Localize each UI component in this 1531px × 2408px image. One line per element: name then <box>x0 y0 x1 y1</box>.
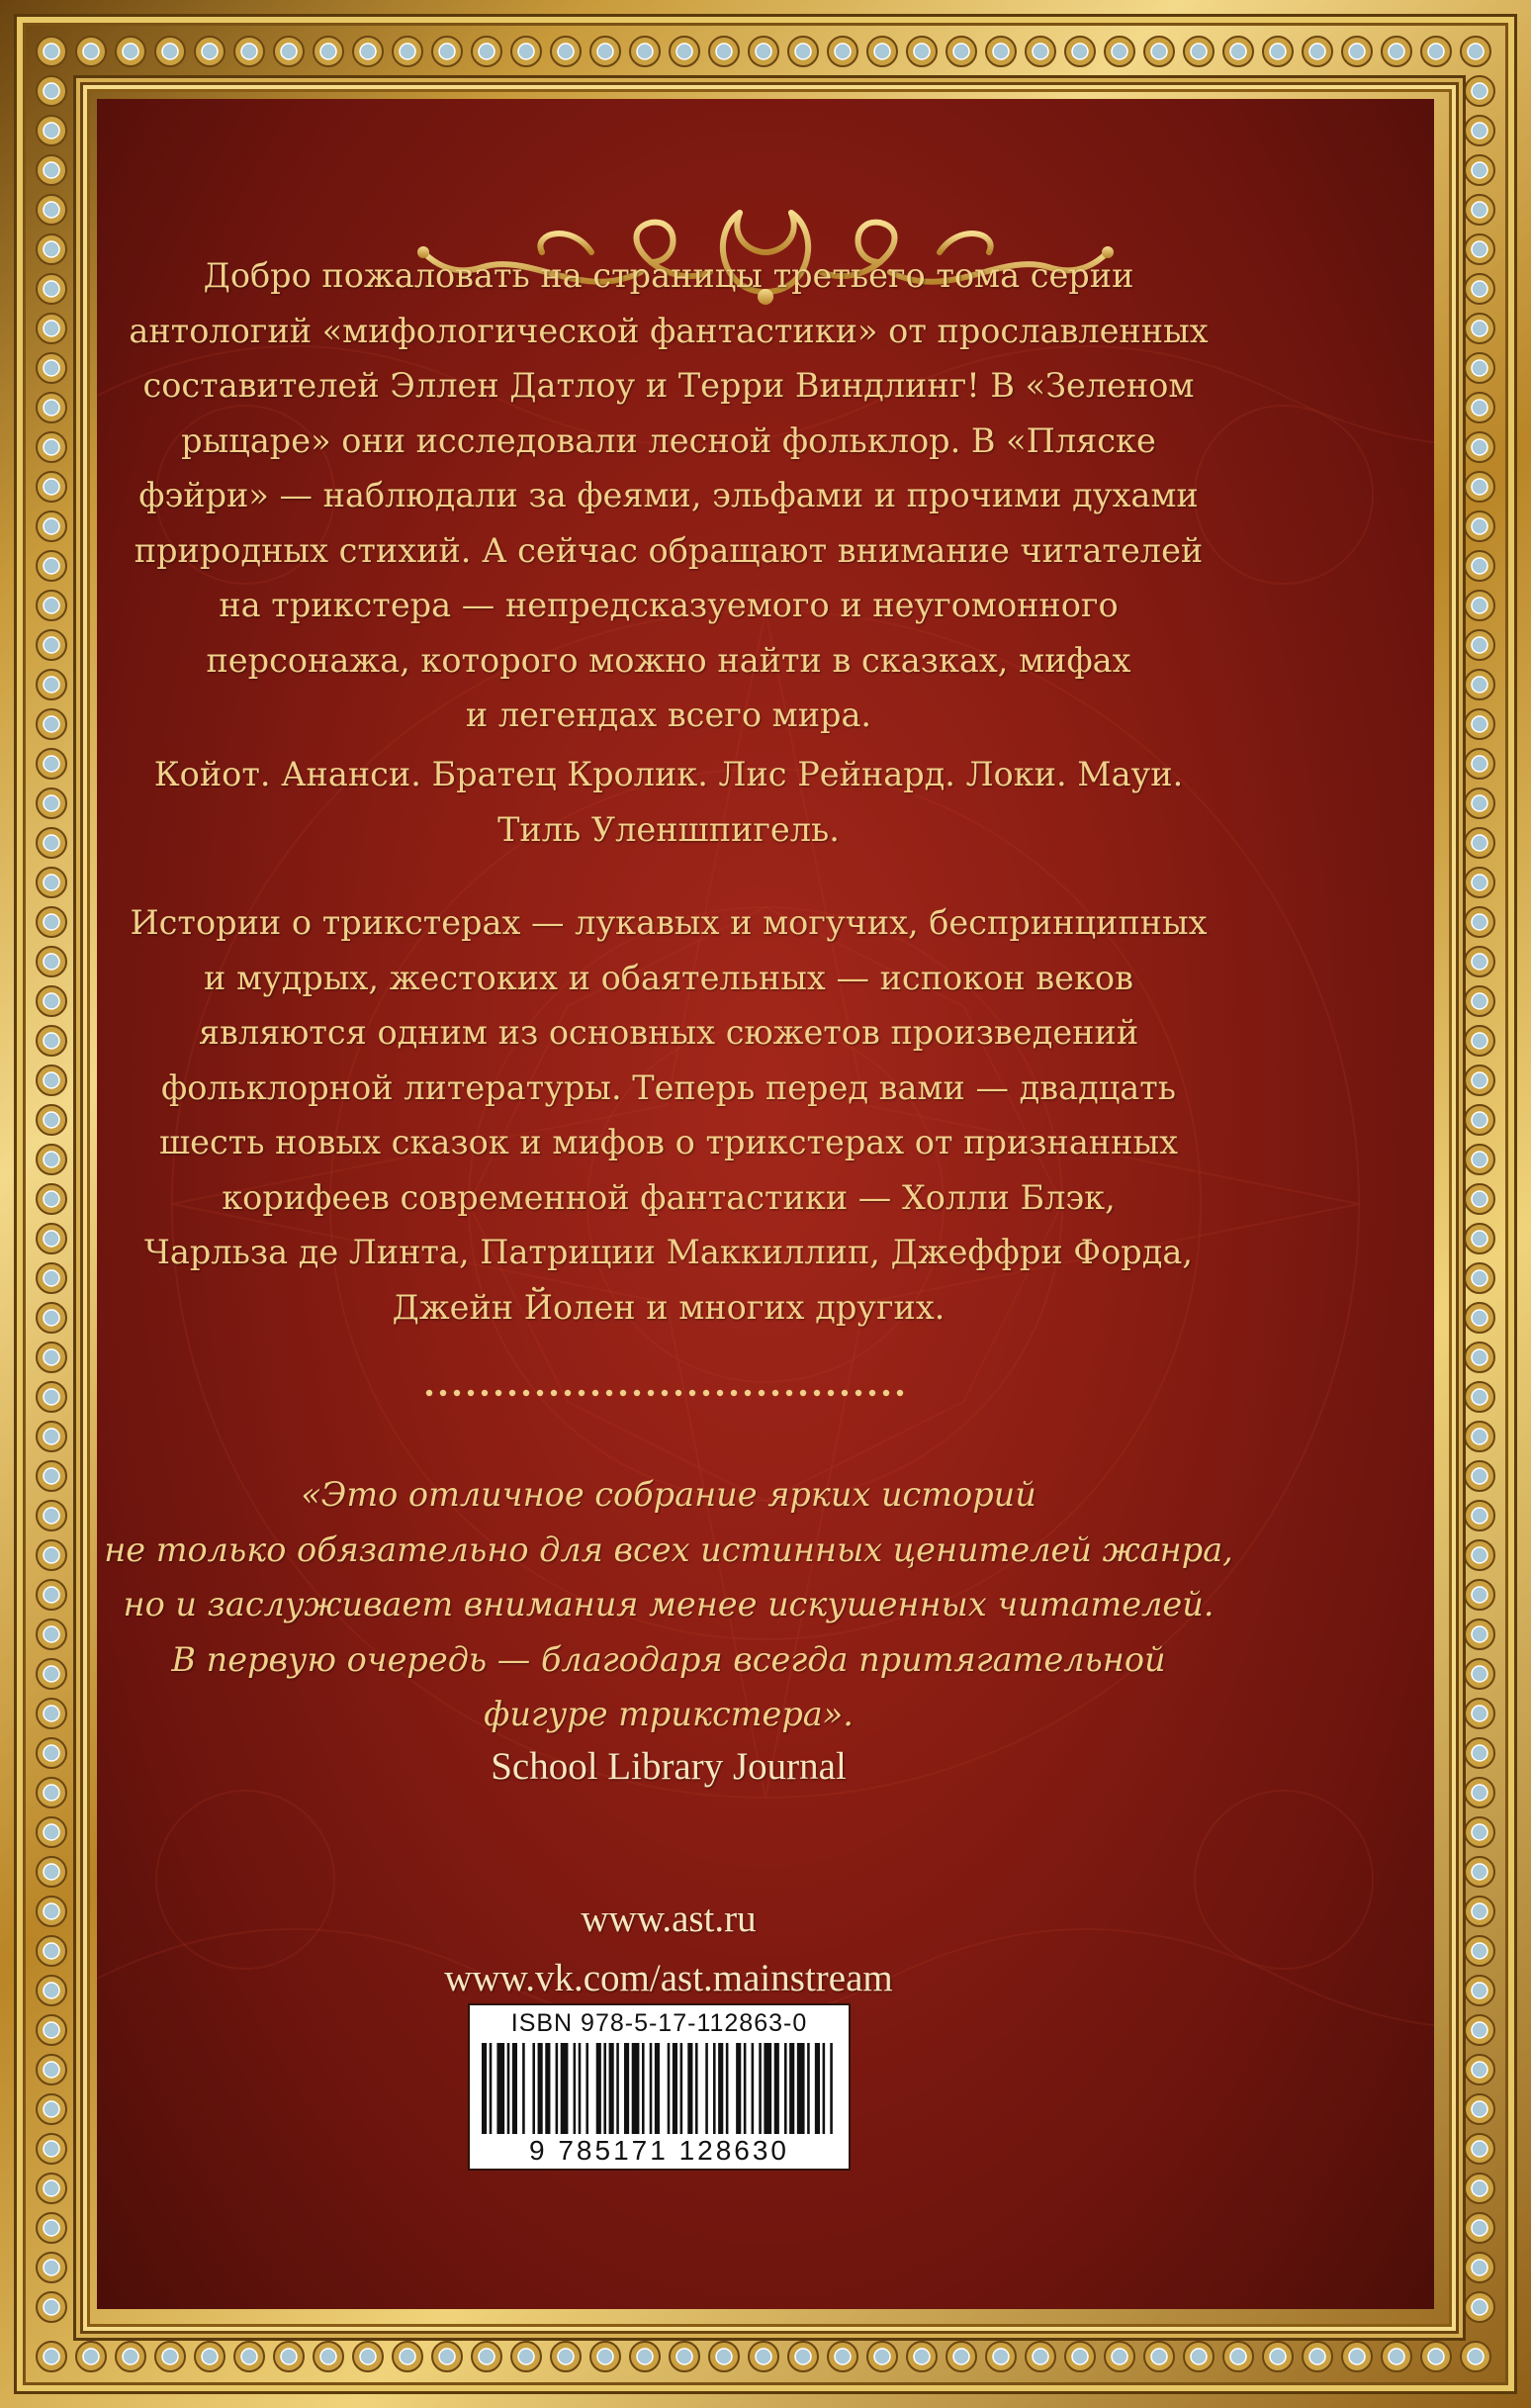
intro-line: рыцаре» они исследовали лесной фольклор. В «Пляске <box>181 420 1156 460</box>
stories-line: Чарльза де Линта, Патриции Маккиллип, Джеффри Форда, <box>144 1233 1193 1271</box>
names-line: Койот. Ананси. Братец Кролик. Лис Рейнард. Локи. Мауи. <box>153 755 1184 793</box>
names-line: Тиль Уленшпигель. <box>497 809 840 849</box>
vk-link: www.vk.com/ast.mainstream <box>444 1957 893 1999</box>
intro-line: антологий «мифологической фантастики» от прославленных <box>129 311 1209 350</box>
intro-paragraph <box>40 248 1298 743</box>
intro-line: и легендах всего мира. <box>465 695 872 734</box>
stories-line: Джейн Йолен и многих других. <box>392 1287 946 1327</box>
stories-line: шесть новых сказок и мифов о трикстерах от признанных <box>158 1123 1179 1161</box>
stories-paragraph <box>40 895 1298 1335</box>
isbn-barcode <box>468 2003 851 2171</box>
intro-line: персонажа, которого можно найти в сказках, мифах <box>206 640 1131 680</box>
intro-line: природных стихий. А сейчас обращают внимание читателей <box>134 530 1204 570</box>
quote-line: «Это отличное собрание ярких историй <box>301 1475 1036 1514</box>
quote-line: не только обязательно для всех истинных ценителей жанра, <box>104 1529 1233 1569</box>
website-link: www.ast.ru <box>581 1898 757 1940</box>
intro-line: составителей Эллен Датлоу и Терри Виндлинг! В «Зеленом <box>142 366 1195 405</box>
quote-line: фигуре трикстера». <box>484 1695 854 1733</box>
stories-line: и мудрых, жестоких и обаятельных — испокон веков <box>204 958 1133 997</box>
dotted-divider <box>423 1378 914 1408</box>
quote-source: School Library Journal <box>491 1745 847 1788</box>
intro-line: на трикстера — непредсказуемого и неугомонного <box>219 586 1119 624</box>
isbn-label: ISBN 978-5-17-112863-0 <box>510 2009 808 2037</box>
stories-line: корифеев современной фантастики — Холли Блэк, <box>222 1177 1116 1217</box>
quote-line: В первую очередь — благодаря всегда притягательной <box>171 1639 1166 1679</box>
stories-line: фольклорной литературы. Теперь перед вами — двадцать <box>161 1067 1176 1107</box>
stories-line: являются одним из основных сюжетов произведений <box>198 1013 1139 1052</box>
barcode-bars <box>482 2043 838 2134</box>
intro-line: Добро пожаловать на страницы третьего тома серии <box>203 256 1134 295</box>
ean-digits: 9 785171 128630 <box>529 2135 789 2166</box>
trickster-names-paragraph <box>40 747 1298 857</box>
quote-line: но и заслуживает внимания менее искушенных читателей. <box>123 1585 1215 1623</box>
stories-line: Истории о трикстерах — лукавых и могучих, беспринципных <box>130 903 1208 942</box>
publisher-links <box>40 1890 1298 2008</box>
intro-line: фэйри» — наблюдали за феями, эльфами и прочими духами <box>138 476 1199 514</box>
review-quote <box>40 1467 1298 1742</box>
